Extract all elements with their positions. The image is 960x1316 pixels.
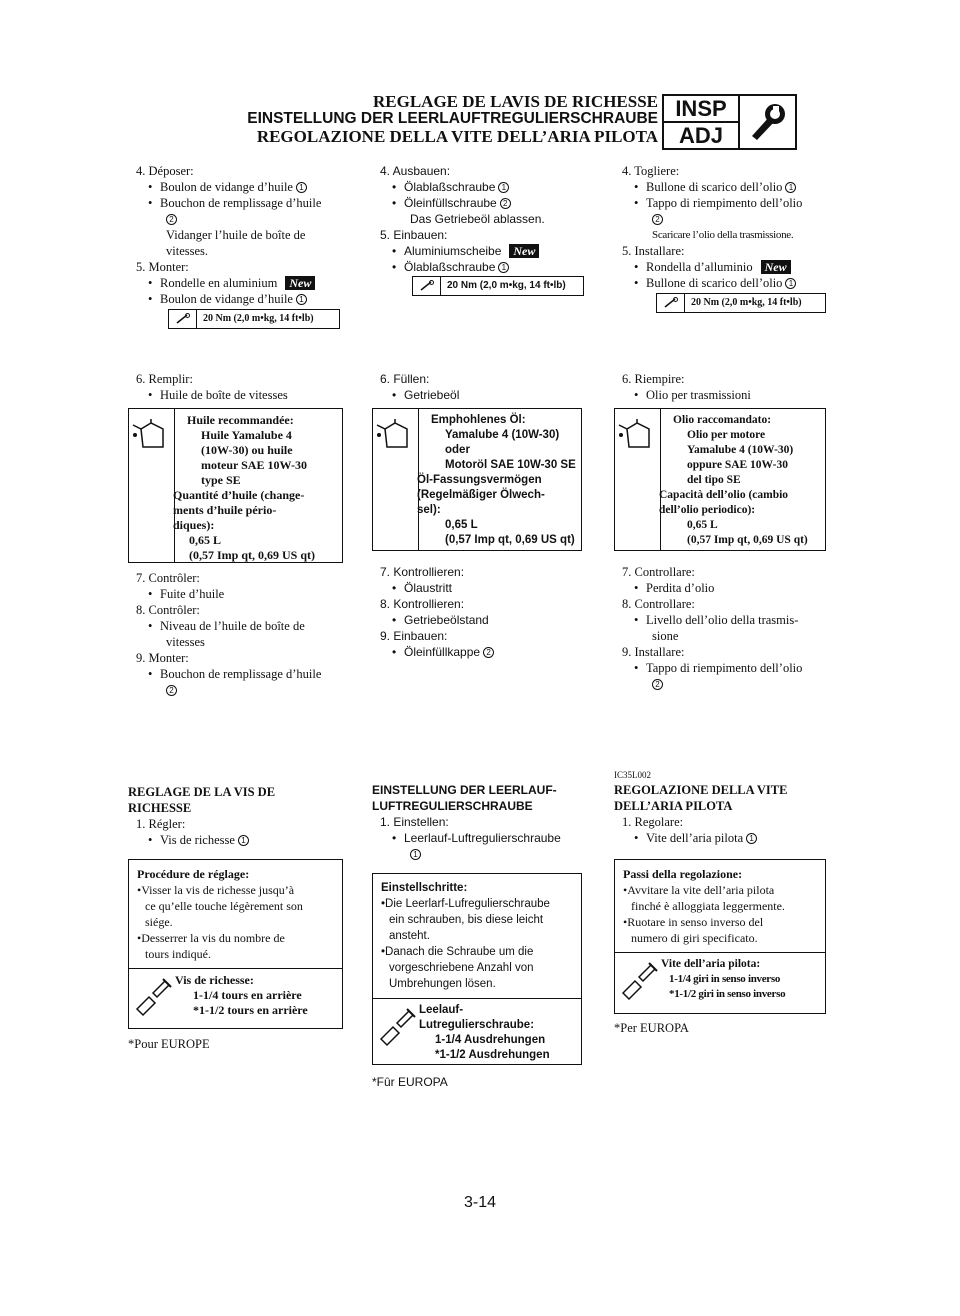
list-item: • Bullone di scarico dell’olio 1 (614, 179, 829, 195)
oil-can-icon (373, 409, 419, 550)
step-title: 6. Riempire: (622, 372, 685, 386)
note: Das Getriebeöl ablassen. (410, 212, 545, 226)
step-title: 4. Déposer: (136, 164, 194, 178)
col-it-fill (614, 371, 829, 403)
wrench-icon (413, 277, 441, 295)
list-item: • Vite dell’aria pilota 1 (614, 830, 829, 846)
section-title: RICHESSE (128, 801, 192, 815)
list-item: vitesses (166, 635, 205, 649)
list-item: • Bullone di scarico dell’olio 1 (614, 275, 829, 291)
list-item: • Ölaustritt (372, 580, 587, 596)
screwdriver-hand-icon (373, 999, 419, 1070)
new-badge: New (761, 260, 791, 274)
step-title: 6. Füllen: (380, 372, 430, 386)
step-title: 9. Einbauen: (380, 629, 448, 643)
list-item: • Rondella d’alluminio New (614, 259, 829, 275)
list-item: • Getriebeölstand (372, 612, 587, 628)
header-title-it: REGOLAZIONE DELLA VITE DELL’ARIA PILOTA (256, 127, 658, 146)
header-title-fr: REGLAGE DE LAVIS DE RICHESSE (373, 92, 658, 111)
section-title: DELL’ARIA PILOTA (614, 799, 733, 813)
procedure-box-it: Passi della regolazione: •Avvitare la vite dell’aria pilota finché è alloggiata leggermente. •Ruotare in senso inverso del numero di giri specificato. Vite dell’aria pilota: 1-1/4 giri in senso inverso *1-1/2 giri in senso inverso (614, 859, 826, 1014)
list-item: • Getriebeöl (372, 387, 587, 403)
step-title: 1. Regolare: (622, 815, 684, 829)
callout: 1 (372, 846, 587, 862)
col-de-adjust (372, 782, 587, 862)
list-item: • Ölablaßschraube 1 (372, 259, 587, 275)
callout: 2 (128, 682, 343, 698)
step-title: 8. Contrôler: (136, 603, 200, 617)
section-title: EINSTELLUNG DER LEERLAUF- (372, 783, 557, 797)
footnote-it: *Per EUROPA (614, 1021, 689, 1035)
col-de-check (372, 564, 587, 660)
wrench-icon (169, 310, 197, 328)
step-title: 8. Kontrollieren: (380, 597, 465, 611)
list-item: • Perdita d’olio (614, 580, 829, 596)
torque-spec-fr: 20 Nm (2,0 m•kg, 14 ft•lb) (168, 309, 340, 329)
list-item: • Bouchon de remplissage d’huile (128, 666, 343, 682)
col-fr-steps (128, 163, 343, 307)
list-item: • Bouchon de remplissage d’huile (128, 195, 343, 211)
torque-spec-it: 20 Nm (2,0 m•kg, 14 ft•lb) (656, 293, 826, 313)
list-item: • Fuite d’huile (128, 586, 343, 602)
step-title: 4. Togliere: (622, 164, 680, 178)
step-title: 9. Monter: (136, 651, 189, 665)
section-title: LUFTREGULIERSCHRAUBE (372, 799, 533, 813)
screwdriver-hand-icon (615, 953, 661, 1010)
list-item: • Rondelle en aluminium New (128, 275, 343, 291)
procedure-box-fr: Procédure de réglage: •Visser la vis de richesse jusqu’à ce qu’elle touche légèrement son siége. •Desserrer la vis du nombre de tours indiqué. Vis de richesse: 1-1/4 tours en arrière *1-1/2 tours en arrière (128, 859, 343, 1029)
list-item: • Öleinfüllkappe 2 (372, 644, 587, 660)
page-number: 3-14 (463, 1194, 497, 1211)
col-fr-check (128, 570, 343, 698)
section-code-it: IC35L002 (614, 770, 651, 780)
insp-adj-badge (662, 94, 797, 150)
list-item: • Boulon de vidange d’huile 1 (128, 179, 343, 195)
list-item: • Ölablaßschraube 1 (372, 179, 587, 195)
list-item: • Niveau de l’huile de boîte de (128, 618, 343, 634)
callout: 2 (128, 211, 343, 227)
callout: 2 (614, 676, 829, 692)
oil-spec-box-fr: Huile recommandée: Huile Yamalube 4 (10W-30) ou huile moteur SAE 10W-30 type SE Quantité d’huile (change- ments d’huile pério- diques): 0,65 L (0,57 Imp qt, 0,69 US qt) (128, 408, 343, 563)
footnote-fr: *Pour EUROPE (128, 1037, 210, 1051)
step-title: 5. Installare: (622, 244, 685, 258)
list-item: • Öleinfüllschraube 2 (372, 195, 587, 211)
list-item: • Tappo di riempimento dell’olio (614, 195, 829, 211)
insp-label: INSP (664, 96, 738, 123)
note: Vidanger l’huile de boîte de (166, 228, 306, 242)
list-item: • Olio per trasmissioni (614, 387, 829, 403)
step-title: 7. Contrôler: (136, 571, 200, 585)
footnote-de: *Fûr EUROPA (372, 1075, 448, 1089)
new-badge: New (285, 276, 315, 290)
section-title: REGLAGE DE LA VIS DE (128, 785, 276, 799)
list-item: • Leerlauf-Luftregulierschraube (372, 830, 587, 846)
procedure-box-de: Einstellschritte: •Die Leerlarf-Lufregulierschraube ein schrauben, bis diese leicht ansteht. •Danach die Schraube um die vorgeschriebene Anzahl von Umbrehungen lösen. Leelauf- Lutregulierschraube: 1-1/4 Ausdrehungen *1-1/2 Ausdrehungen (372, 873, 582, 1065)
col-it-check (614, 564, 829, 692)
wrench-icon (657, 294, 685, 312)
torque-spec-de: 20 Nm (2,0 m•kg, 14 ft•lb) (412, 276, 584, 296)
callout: 2 (614, 211, 829, 227)
oil-spec-box-it: Olio raccomandato: Olio per motore Yamalube 4 (10W-30) oppure SAE 10W-30 del tipo SE Capacità dell’olio (cambio dell’olio periodico): 0,65 L (0,57 Imp qt, 0,69 US qt) (614, 408, 826, 551)
step-title: 6. Remplir: (136, 372, 193, 386)
oil-can-icon (615, 409, 661, 550)
step-title: 5. Einbauen: (380, 228, 448, 242)
step-title: 1. Régler: (136, 817, 186, 831)
step-title: 1. Einstellen: (380, 815, 449, 829)
list-item: sione (652, 629, 679, 643)
adj-label: ADJ (678, 122, 723, 148)
col-de-steps (372, 163, 587, 275)
oil-spec-box-de: Emphohlenes Öl: Yamalube 4 (10W-30) oder Motoröl SAE 10W-30 SE Öl-Fassungsvermögen (Regelmäßiger Ölwech- sel): 0,65 L (0,57 Imp qt, 0,69 US qt) (372, 408, 582, 551)
section-title: REGOLAZIONE DELLA VITE (614, 783, 788, 797)
list-item: • Vis de richesse 1 (128, 832, 343, 848)
step-title: 9. Installare: (622, 645, 685, 659)
step-title: 7. Kontrollieren: (380, 565, 465, 579)
col-it-adjust (614, 782, 829, 846)
wrench-gauge-icon (740, 96, 795, 148)
list-item: • Boulon de vidange d’huile 1 (128, 291, 343, 307)
col-de-fill (372, 371, 587, 403)
col-fr-adjust (128, 784, 343, 848)
screwdriver-hand-icon (129, 969, 175, 1028)
list-item: • Tappo di riempimento dell’olio (614, 660, 829, 676)
note: vitesses. (166, 244, 209, 258)
list-item: • Livello dell’olio della trasmis- (614, 612, 829, 628)
oil-can-icon (129, 409, 175, 562)
list-item: • Aluminiumscheibe New (372, 243, 587, 259)
col-fr-fill (128, 371, 343, 403)
step-title: 7. Controllare: (622, 565, 695, 579)
list-item: • Huile de boîte de vitesses (128, 387, 343, 403)
step-title: 5. Monter: (136, 260, 189, 274)
step-title: 8. Controllare: (622, 597, 695, 611)
col-it-steps (614, 163, 829, 291)
new-badge: New (509, 244, 539, 258)
header-title-de: EINSTELLUNG DER LEERLAUFTREGULIERSCHRAUBE (247, 110, 658, 127)
step-title: 4. Ausbauen: (380, 164, 451, 178)
note: Scaricare l’olio della trasmissione. (652, 229, 794, 241)
